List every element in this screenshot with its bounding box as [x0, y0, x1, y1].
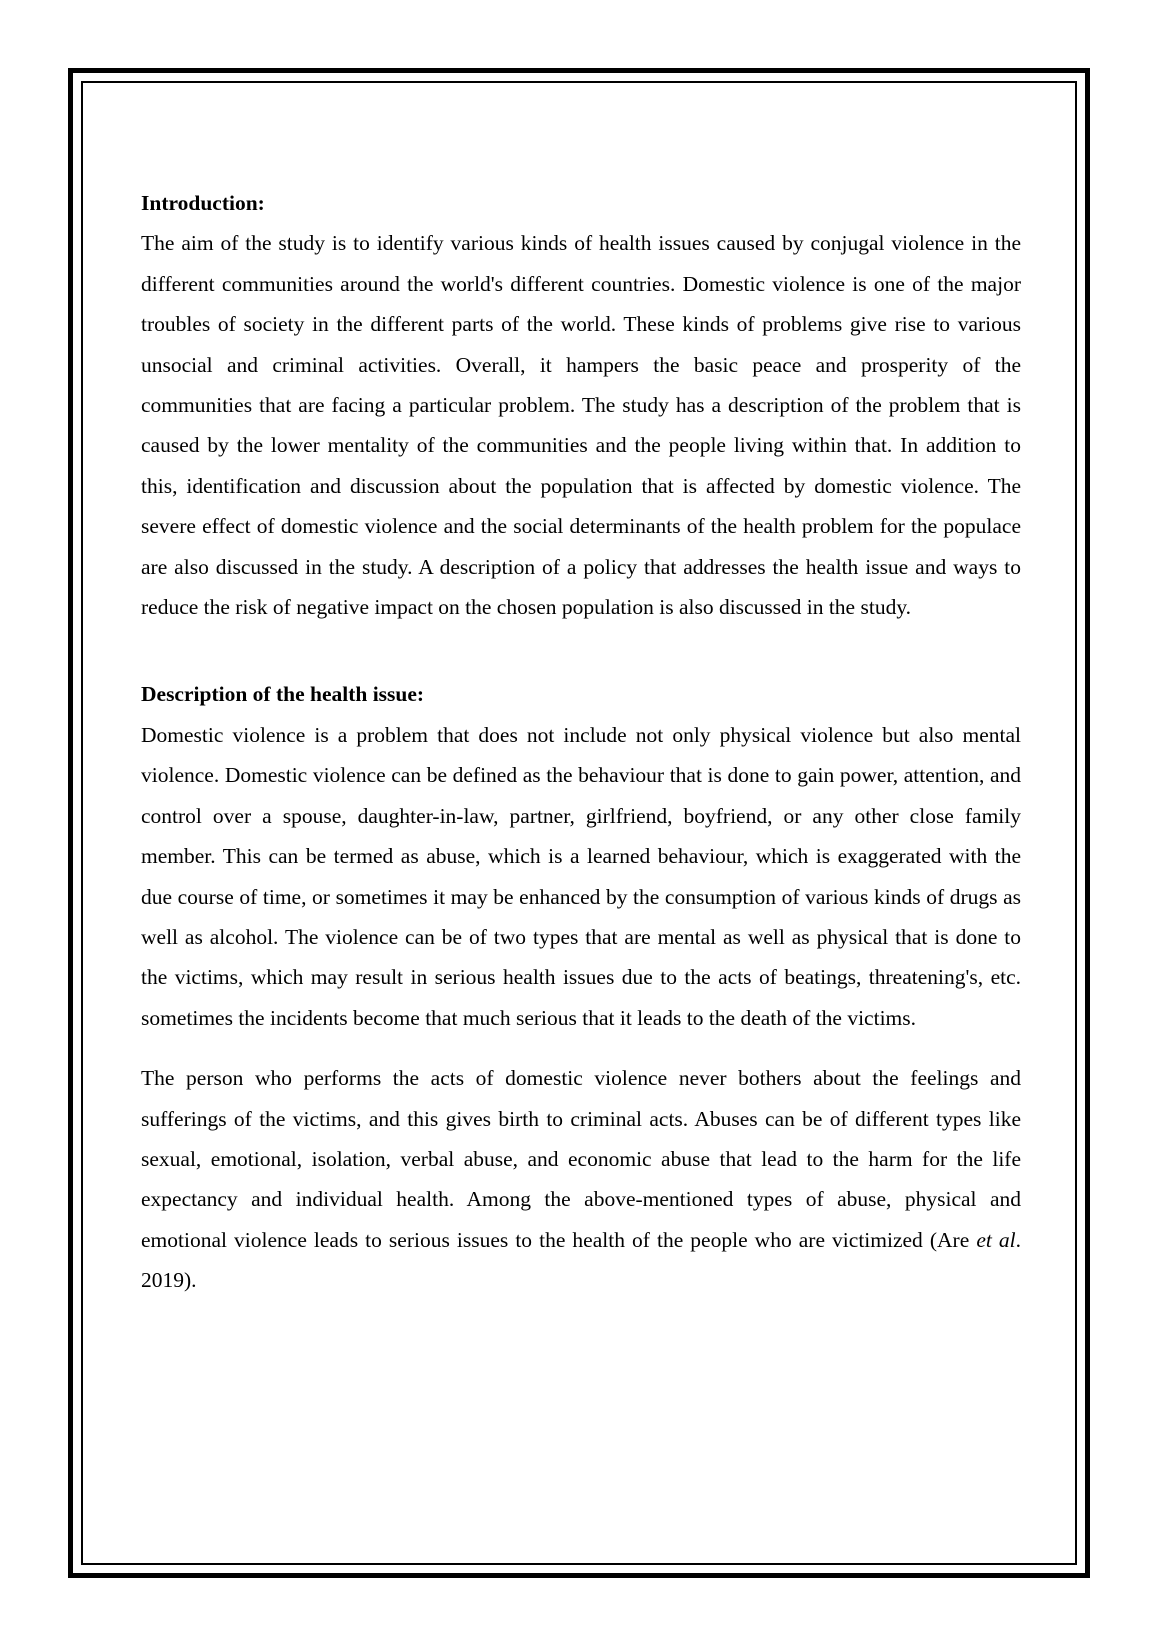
health-issue-paragraph-2: [141, 1058, 1021, 1300]
section-spacer: [141, 627, 1021, 674]
document-body: [141, 183, 1021, 1301]
citation-year: . 2019).: [141, 1227, 1021, 1293]
introduction-heading: Introduction:: [141, 191, 265, 215]
health-issue-paragraph-1: Domestic violence is a problem that does not include not only physical violence but also mental violence. Domestic violence can be defined as the behaviour that is done to gain power, attention, and control over a spouse, daughter-in-law, partner, girlfriend, boyfriend, or any other close family member. This can be termed as abuse, which is a learned behaviour, which is exaggerated with the due course of time, or sometimes it may be enhanced by the consumption of various kinds of drugs as well as alcohol. The violence can be of two types that are mental as well as physical that is done to the victims, which may result in serious health issues due to the acts of beatings, threatening's, etc. sometimes the incidents become that much serious that it leads to the death of the victims.: [141, 722, 1021, 1030]
introduction-paragraph: The aim of the study is to identify various kinds of health issues caused by conjugal violence in the different communities around the world's different countries. Domestic violence is one of the major troubles of society in the different parts of the world. These kinds of problems give rise to various unsocial and criminal activities. Overall, it hampers the basic peace and prosperity of the communities that are facing a particular problem. The study has a description of the problem that is caused by the lower mentality of the communities and the people living within that. In addition to this, identification and discussion about the population that is affected by domestic violence. The severe effect of domestic violence and the social determinants of the health problem for the populace are also discussed in the study. A description of a policy that addresses the health issue and ways to reduce the risk of negative impact on the chosen population is also discussed in the study.: [141, 231, 1021, 620]
citation-et-al: et al: [976, 1227, 1016, 1252]
paragraph-spacer: [141, 1038, 1021, 1058]
paragraph-2-text: The person who performs the acts of domestic violence never bothers about the feelings and sufferings of the victims, and this gives birth to criminal acts. Abuses can be of different types like sexual, emotional, isolation, verbal abuse, and economic abuse that lead to the harm for the life expectancy and individual health. Among the above-mentioned types of abuse, physical and emotional violence leads to serious issues to the health of the people who are victimized (Are: [141, 1066, 1021, 1252]
health-issue-heading: Description of the health issue:: [141, 682, 425, 707]
